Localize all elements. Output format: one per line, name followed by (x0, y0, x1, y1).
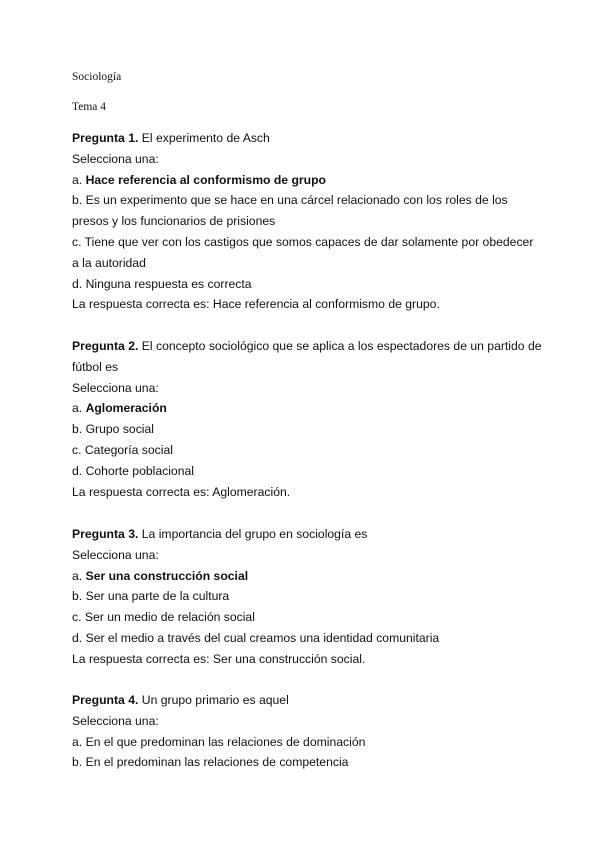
option-letter: a. (72, 172, 83, 187)
correct-answer: La respuesta correcta es: Hace referencia al conformismo de grupo. (72, 297, 440, 312)
question-3 (72, 524, 542, 670)
option-letter: b. (72, 755, 83, 770)
option-d (72, 628, 542, 649)
question-text: El concepto sociológico que se aplica a los espectadores de un partido de fútbol es (72, 339, 542, 374)
option-letter: d. (72, 630, 83, 645)
option-a-correct (72, 170, 542, 191)
option-letter: b. (72, 193, 83, 208)
option-text: En el que predominan las relaciones de dominación (85, 734, 366, 749)
option-letter: c. (72, 442, 82, 457)
question-text: El experimento de Asch (141, 131, 270, 145)
option-letter: a. (72, 401, 83, 416)
option-letter: a. (72, 734, 83, 749)
question-label: Pregunta 3. (72, 527, 139, 541)
topic-heading: Tema 4 (72, 101, 107, 113)
option-d (72, 274, 542, 295)
question-label: Pregunta 1. (72, 131, 139, 145)
option-letter: c. (72, 610, 82, 625)
option-b (72, 190, 542, 232)
subject-heading: Sociología (72, 71, 122, 83)
question-1 (72, 128, 542, 315)
question-title (72, 128, 542, 149)
option-text: Ser el medio a través del cual creamos una identidad comunitaria (85, 630, 440, 645)
option-d (72, 461, 542, 482)
option-a-correct (72, 398, 542, 419)
option-text: Hace referencia al conformismo de grupo (85, 172, 326, 187)
option-text: Cohorte poblacional (85, 463, 194, 478)
option-text: Categoría social (84, 442, 173, 457)
option-c (72, 440, 542, 461)
option-a-correct (72, 566, 542, 587)
option-b (72, 586, 542, 607)
question-prompt: Selecciona una: (72, 547, 159, 562)
question-2 (72, 336, 542, 502)
question-title (72, 690, 542, 711)
question-prompt: Selecciona una: (72, 713, 159, 728)
option-text: Es un experimento que se hace en una cárcel relacionado con los roles de los presos y los funcionarios de prisiones (72, 193, 508, 229)
option-letter: d. (72, 276, 83, 291)
correct-answer: La respuesta correcta es: Ser una construcción social. (72, 651, 366, 666)
question-title (72, 336, 542, 378)
option-b (72, 419, 542, 440)
option-letter: b. (72, 422, 83, 437)
option-letter: c. (72, 234, 82, 249)
option-c (72, 232, 542, 274)
option-text: Ser una parte de la cultura (85, 589, 230, 604)
option-text: Tiene que ver con los castigos que somos capaces de dar solamente por obedecer a la autoridad (72, 234, 534, 270)
question-label: Pregunta 2. (72, 339, 139, 353)
correct-answer: La respuesta correcta es: Aglomeración. (72, 484, 291, 499)
question-text: Un grupo primario es aquel (141, 693, 289, 707)
option-text: Aglomeración (85, 401, 167, 416)
question-prompt: Selecciona una: (72, 380, 159, 395)
option-a (72, 732, 542, 753)
option-text: Grupo social (85, 422, 154, 437)
question-title (72, 524, 542, 545)
option-letter: b. (72, 589, 83, 604)
question-text: La importancia del grupo en sociología es (141, 527, 368, 541)
question-label: Pregunta 4. (72, 693, 139, 707)
option-b (72, 752, 542, 773)
option-text: En el predominan las relaciones de competencia (85, 755, 349, 770)
question-4 (72, 690, 542, 773)
option-c (72, 607, 542, 628)
option-text: Ser una construcción social (85, 568, 249, 583)
question-prompt: Selecciona una: (72, 151, 159, 166)
option-text: Ser un medio de relación social (84, 610, 255, 625)
option-text: Ninguna respuesta es correcta (85, 276, 252, 291)
option-letter: d. (72, 463, 83, 478)
option-letter: a. (72, 568, 83, 583)
